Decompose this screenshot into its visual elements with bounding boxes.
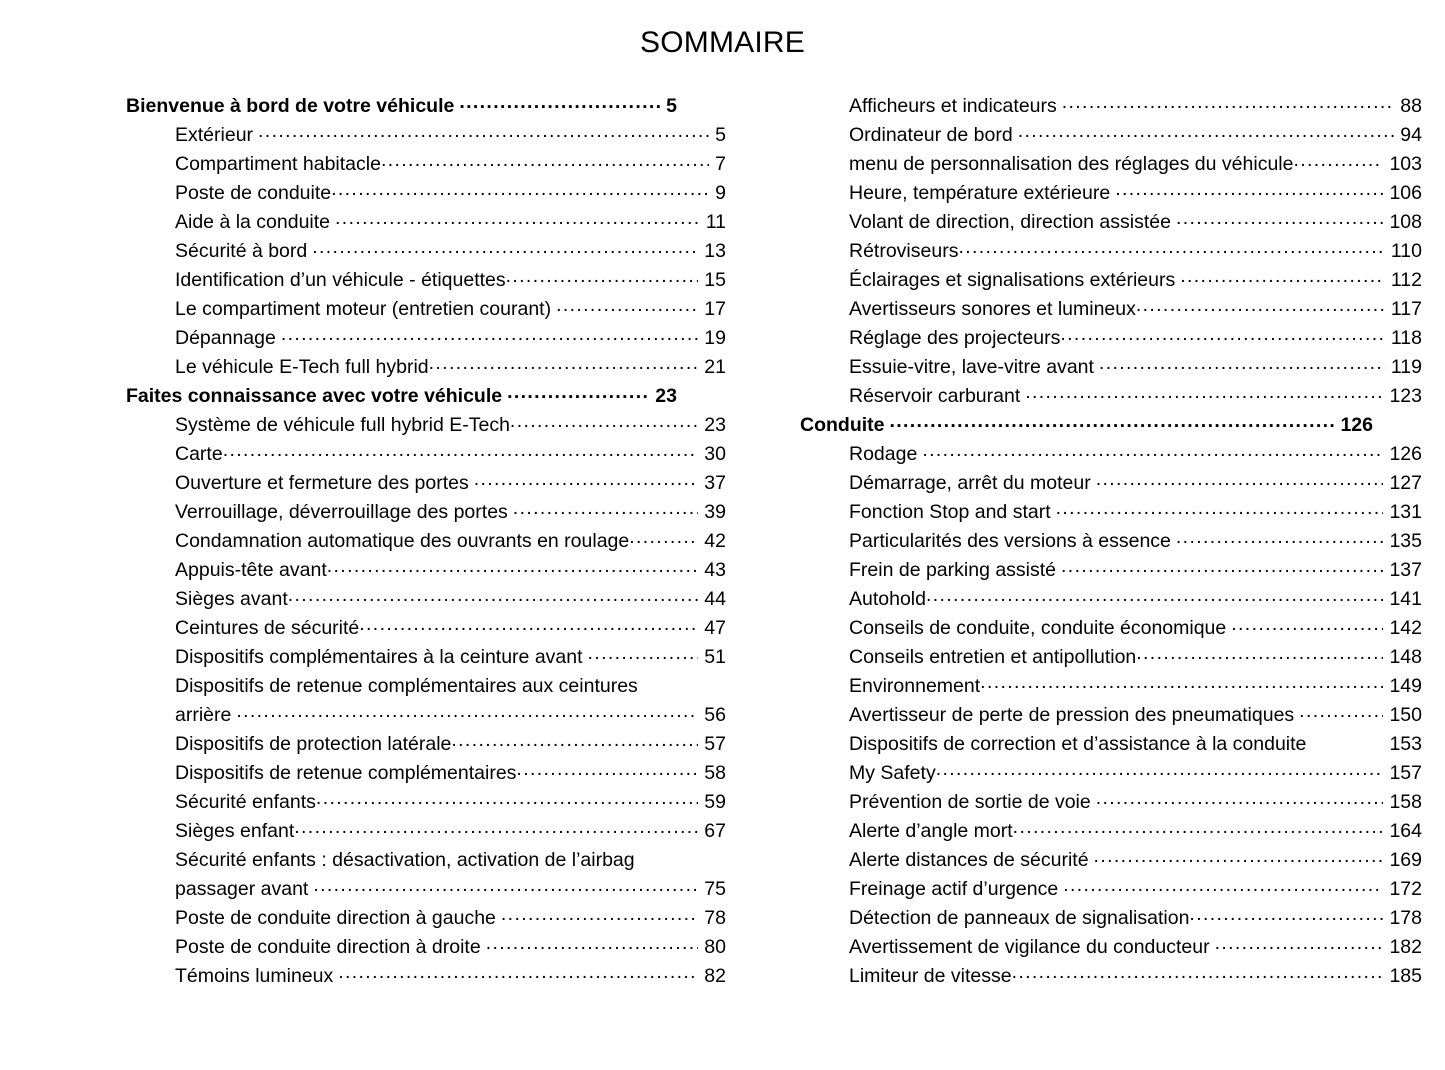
toc-page-number: 135 bbox=[1389, 530, 1422, 552]
toc-entry[interactable] bbox=[849, 643, 1422, 672]
toc-page-number: 169 bbox=[1389, 849, 1422, 871]
toc-page-number: 119 bbox=[1390, 356, 1422, 378]
toc-section-heading[interactable] bbox=[126, 92, 677, 121]
toc-entry[interactable] bbox=[849, 498, 1422, 527]
toc-entry-label: Compartiment habitacle bbox=[175, 153, 381, 175]
toc-entry-label: Sécurité à bord bbox=[175, 240, 308, 262]
toc-entry-label: Avertisseur de perte de pression des pneumatiques bbox=[849, 704, 1295, 726]
toc-entry[interactable] bbox=[849, 295, 1422, 324]
toc-page-number: 5 bbox=[715, 124, 726, 146]
toc-page-number: 182 bbox=[1389, 936, 1422, 958]
toc-page-number: 37 bbox=[704, 472, 726, 494]
toc-entry-label: Frein de parking assisté bbox=[849, 559, 1057, 581]
dot-leader bbox=[1094, 847, 1384, 867]
toc-page-number: 80 bbox=[704, 936, 726, 958]
toc-page-number: 137 bbox=[1389, 559, 1422, 581]
toc-page-number: 94 bbox=[1400, 124, 1422, 146]
dot-leader bbox=[294, 818, 698, 838]
toc-page-number: 75 bbox=[704, 878, 726, 900]
toc-page-number: 39 bbox=[704, 501, 726, 523]
dot-leader bbox=[1189, 905, 1383, 925]
toc-entry[interactable] bbox=[175, 759, 726, 788]
dot-leader bbox=[327, 557, 699, 577]
toc-entry-label: Avertisseurs sonores et lumineux bbox=[849, 298, 1136, 320]
toc-page-number: 157 bbox=[1389, 762, 1422, 784]
toc-page-number: 112 bbox=[1390, 269, 1422, 291]
toc-entry[interactable] bbox=[175, 904, 726, 933]
toc-page-number: 44 bbox=[704, 588, 726, 610]
toc-entry[interactable] bbox=[175, 150, 726, 179]
dot-leader bbox=[381, 151, 709, 171]
page-title: SOMMAIRE bbox=[640, 26, 805, 59]
toc-entry[interactable] bbox=[175, 643, 726, 672]
dot-leader bbox=[258, 122, 709, 142]
dot-leader bbox=[474, 470, 699, 490]
toc-entry-label: Réglage des projecteurs bbox=[849, 327, 1061, 349]
dot-leader bbox=[459, 93, 660, 113]
toc-entry-label: Bienvenue à bord de votre véhicule bbox=[126, 95, 455, 117]
toc-entry-label-line1: Sécurité enfants : désactivation, activation de l’airbag bbox=[175, 849, 635, 871]
toc-entry[interactable] bbox=[175, 324, 726, 353]
dot-leader bbox=[1176, 209, 1384, 229]
toc-entry[interactable] bbox=[175, 353, 726, 382]
toc-entry-label: Réservoir carburant bbox=[849, 385, 1021, 407]
toc-entry[interactable] bbox=[175, 179, 726, 208]
dot-leader bbox=[429, 354, 699, 374]
dot-leader bbox=[1176, 528, 1384, 548]
toc-entry[interactable] bbox=[175, 817, 726, 846]
toc-entry[interactable] bbox=[849, 788, 1422, 817]
toc-entry-label: Prévention de sortie de voie bbox=[849, 791, 1091, 813]
toc-entry-label: Rétroviseurs bbox=[849, 240, 959, 262]
toc-entry-label-line2: passager avant bbox=[175, 878, 309, 900]
dot-leader bbox=[223, 441, 699, 461]
toc-section-heading[interactable] bbox=[126, 382, 677, 411]
toc-entry[interactable] bbox=[849, 701, 1422, 730]
toc-page-number: 108 bbox=[1389, 211, 1422, 233]
toc-page-number: 30 bbox=[704, 443, 726, 465]
toc-page-number: 15 bbox=[704, 269, 726, 291]
toc-page-number: 106 bbox=[1389, 182, 1422, 204]
toc-entry-label: Le compartiment moteur (entretien courant) bbox=[175, 298, 552, 320]
dot-leader bbox=[1056, 499, 1384, 519]
toc-entry-label: Alerte d’angle mort bbox=[849, 820, 1013, 842]
toc-entry[interactable] bbox=[849, 759, 1422, 788]
dot-leader bbox=[936, 760, 1384, 780]
toc-entry-label: Identification d’un véhicule - étiquettes bbox=[175, 269, 506, 291]
toc-entry[interactable] bbox=[175, 527, 726, 556]
dot-leader bbox=[1063, 876, 1383, 896]
toc-entry[interactable] bbox=[849, 353, 1422, 382]
toc-page-number: 9 bbox=[715, 182, 726, 204]
toc-page-number: 153 bbox=[1389, 733, 1422, 755]
dot-leader bbox=[1062, 93, 1395, 113]
dot-leader bbox=[1136, 644, 1383, 664]
toc-entry-label: Éclairages et signalisations extérieurs bbox=[849, 269, 1176, 291]
toc-entry-label: Ouverture et fermeture des portes bbox=[175, 472, 469, 494]
dot-leader bbox=[926, 586, 1383, 606]
dot-leader bbox=[513, 499, 699, 519]
dot-leader bbox=[1311, 731, 1383, 751]
toc-column-right bbox=[722, 92, 1445, 991]
toc-section-heading[interactable] bbox=[800, 411, 1373, 440]
toc-entry[interactable] bbox=[849, 527, 1422, 556]
toc-entry-label: Environnement bbox=[849, 675, 981, 697]
dot-leader bbox=[316, 789, 698, 809]
dot-leader bbox=[313, 876, 698, 896]
toc-entry[interactable] bbox=[849, 846, 1422, 875]
dot-leader bbox=[312, 238, 698, 258]
toc-page-number: 158 bbox=[1389, 791, 1422, 813]
toc-page-number: 131 bbox=[1389, 501, 1422, 523]
toc-page-number: 7 bbox=[715, 153, 726, 175]
toc-entry-label: Limiteur de vitesse bbox=[849, 965, 1012, 987]
toc-page-number: 123 bbox=[1389, 385, 1422, 407]
toc-entry-label: Extérieur bbox=[175, 124, 254, 146]
toc-entry[interactable] bbox=[175, 962, 726, 991]
toc-page-number: 149 bbox=[1389, 675, 1422, 697]
toc-entry[interactable] bbox=[849, 585, 1422, 614]
toc-entry[interactable] bbox=[175, 440, 726, 469]
toc-entry[interactable] bbox=[849, 179, 1422, 208]
toc-entry-label: Appuis-tête avant bbox=[175, 559, 327, 581]
dot-leader bbox=[281, 325, 698, 345]
dot-leader bbox=[1299, 702, 1383, 722]
toc-entry-label: My Safety bbox=[849, 762, 936, 784]
toc-page-number: 13 bbox=[704, 240, 726, 262]
dot-leader bbox=[1061, 557, 1383, 577]
toc-entry-label: Fonction Stop and start bbox=[849, 501, 1051, 523]
dot-leader bbox=[506, 267, 699, 287]
toc-page-number: 148 bbox=[1389, 646, 1422, 668]
toc-entry[interactable] bbox=[849, 237, 1422, 266]
toc-page-number: 126 bbox=[1389, 443, 1422, 465]
toc-entry-label: Sièges enfant bbox=[175, 820, 295, 842]
toc-entry-label: Poste de conduite bbox=[175, 182, 332, 204]
dot-leader bbox=[1012, 963, 1384, 983]
toc-page-number: 172 bbox=[1389, 878, 1422, 900]
toc-entry[interactable] bbox=[849, 817, 1422, 846]
dot-leader bbox=[922, 441, 1383, 461]
toc-entry-label: Ordinateur de bord bbox=[849, 124, 1013, 146]
dot-leader bbox=[629, 528, 698, 548]
toc-entry[interactable] bbox=[175, 266, 726, 295]
toc-entry-label: Rodage bbox=[849, 443, 918, 465]
dot-leader bbox=[507, 383, 649, 403]
toc-entry[interactable] bbox=[849, 614, 1422, 643]
table-of-contents bbox=[0, 92, 1445, 991]
dot-leader bbox=[288, 586, 699, 606]
toc-page-number: 82 bbox=[704, 965, 726, 987]
toc-entry-label: Avertissement de vigilance du conducteur bbox=[849, 936, 1210, 958]
toc-page-number: 56 bbox=[704, 704, 726, 726]
toc-entry-label: Dépannage bbox=[175, 327, 276, 349]
toc-entry[interactable] bbox=[175, 469, 726, 498]
toc-entry[interactable] bbox=[175, 933, 726, 962]
toc-entry[interactable] bbox=[849, 92, 1422, 121]
dot-leader bbox=[236, 702, 698, 722]
toc-entry-label: Dispositifs de protection latérale bbox=[175, 733, 452, 755]
toc-page-number: 185 bbox=[1389, 965, 1422, 987]
dot-leader bbox=[451, 731, 698, 751]
toc-page-number: 23 bbox=[704, 414, 726, 436]
dot-leader bbox=[1096, 470, 1384, 490]
toc-page-number: 117 bbox=[1390, 298, 1422, 320]
toc-entry[interactable] bbox=[175, 237, 726, 266]
toc-page-number: 127 bbox=[1389, 472, 1422, 494]
toc-entry-label: Dispositifs complémentaires à la ceinture avant bbox=[175, 646, 583, 668]
dot-leader bbox=[335, 209, 700, 229]
dot-leader bbox=[510, 412, 698, 432]
dot-leader bbox=[588, 644, 699, 664]
dot-leader bbox=[556, 296, 698, 316]
toc-entry-label: Témoins lumineux bbox=[175, 965, 334, 987]
toc-column-left bbox=[0, 92, 726, 991]
toc-page-number: 11 bbox=[705, 211, 726, 233]
toc-entry[interactable] bbox=[175, 614, 726, 643]
toc-entry[interactable] bbox=[175, 208, 726, 237]
toc-entry-label: Poste de conduite direction à gauche bbox=[175, 907, 496, 929]
dot-leader bbox=[1180, 267, 1385, 287]
toc-entry-label: Freinage actif d’urgence bbox=[849, 878, 1059, 900]
toc-page-number: 23 bbox=[655, 385, 677, 407]
toc-entry[interactable] bbox=[175, 556, 726, 585]
toc-page-number: 19 bbox=[704, 327, 726, 349]
toc-entry-label: Poste de conduite direction à droite bbox=[175, 936, 481, 958]
dot-leader bbox=[1215, 934, 1384, 954]
toc-page-number: 150 bbox=[1389, 704, 1422, 726]
dot-leader bbox=[359, 615, 698, 635]
toc-entry-label: Ceintures de sécurité bbox=[175, 617, 360, 639]
dot-leader bbox=[1018, 122, 1395, 142]
toc-entry-label: Heure, température extérieure bbox=[849, 182, 1111, 204]
dot-leader bbox=[1025, 383, 1383, 403]
toc-page-number: 178 bbox=[1389, 907, 1422, 929]
toc-page-number: 78 bbox=[704, 907, 726, 929]
toc-entry[interactable] bbox=[849, 208, 1422, 237]
toc-entry[interactable] bbox=[175, 846, 726, 904]
toc-entry-label: Condamnation automatique des ouvrants en roulage bbox=[175, 530, 630, 552]
toc-page-number: 47 bbox=[704, 617, 726, 639]
toc-entry[interactable] bbox=[849, 875, 1422, 904]
toc-page-number: 118 bbox=[1390, 327, 1422, 349]
toc-entry-label: Sièges avant bbox=[175, 588, 288, 610]
toc-page-number: 88 bbox=[1400, 95, 1422, 117]
toc-page-number: 110 bbox=[1390, 240, 1422, 262]
dot-leader bbox=[516, 760, 698, 780]
toc-entry[interactable] bbox=[175, 295, 726, 324]
dot-leader bbox=[338, 963, 698, 983]
toc-entry[interactable] bbox=[849, 556, 1422, 585]
toc-entry-label: Carte bbox=[175, 443, 223, 465]
toc-page-number: 142 bbox=[1389, 617, 1422, 639]
dot-leader bbox=[1013, 818, 1384, 838]
dot-leader bbox=[1231, 615, 1383, 635]
toc-entry-label: Alerte distances de sécurité bbox=[849, 849, 1089, 871]
toc-entry-label: Faites connaissance avec votre véhicule bbox=[126, 385, 503, 407]
toc-entry-label: Aide à la conduite bbox=[175, 211, 331, 233]
toc-entry-label: Dispositifs de retenue complémentaires bbox=[175, 762, 517, 784]
toc-entry-label: Détection de panneaux de signalisation bbox=[849, 907, 1190, 929]
toc-entry-label: Afficheurs et indicateurs bbox=[849, 95, 1057, 117]
dot-leader bbox=[889, 412, 1334, 432]
toc-entry[interactable] bbox=[849, 150, 1422, 179]
toc-page-number: 164 bbox=[1389, 820, 1422, 842]
toc-page-number: 43 bbox=[704, 559, 726, 581]
dot-leader bbox=[1115, 180, 1383, 200]
dot-leader bbox=[980, 673, 1383, 693]
toc-entry-label-line2: arrière bbox=[175, 704, 232, 726]
toc-entry[interactable] bbox=[175, 672, 726, 730]
toc-entry-label: Verrouillage, déverrouillage des portes bbox=[175, 501, 508, 523]
toc-entry[interactable] bbox=[849, 904, 1422, 933]
toc-entry[interactable] bbox=[849, 266, 1422, 295]
dot-leader bbox=[1293, 151, 1383, 171]
toc-entry[interactable] bbox=[175, 585, 726, 614]
toc-entry[interactable] bbox=[849, 672, 1422, 701]
toc-entry-label: Conseils de conduite, conduite économique bbox=[849, 617, 1227, 639]
toc-entry-label: Autohold bbox=[849, 588, 926, 610]
toc-entry-label: Démarrage, arrêt du moteur bbox=[849, 472, 1091, 494]
toc-entry[interactable] bbox=[849, 730, 1422, 759]
toc-entry-label: Essuie-vitre, lave-vitre avant bbox=[849, 356, 1094, 378]
toc-entry[interactable] bbox=[849, 121, 1422, 150]
toc-entry-label: Dispositifs de correction et d’assistance à la conduite bbox=[849, 733, 1307, 755]
toc-page-number: 51 bbox=[704, 646, 726, 668]
toc-entry-label: Sécurité enfants bbox=[175, 791, 316, 813]
toc-page-number: 126 bbox=[1340, 414, 1373, 436]
dot-leader bbox=[1136, 296, 1385, 316]
toc-page-number: 42 bbox=[704, 530, 726, 552]
toc-page-number: 58 bbox=[704, 762, 726, 784]
toc-entry-label: Conduite bbox=[800, 414, 885, 436]
toc-entry-label: Volant de direction, direction assistée bbox=[849, 211, 1171, 233]
toc-page-number: 103 bbox=[1389, 153, 1422, 175]
dot-leader bbox=[1099, 354, 1385, 374]
toc-entry[interactable] bbox=[175, 498, 726, 527]
dot-leader bbox=[501, 905, 698, 925]
toc-entry[interactable] bbox=[175, 788, 726, 817]
dot-leader bbox=[486, 934, 699, 954]
toc-page-number: 57 bbox=[704, 733, 726, 755]
toc-entry[interactable] bbox=[849, 324, 1422, 353]
toc-entry-label: Le véhicule E-Tech full hybrid bbox=[175, 356, 429, 378]
dot-leader bbox=[958, 238, 1384, 258]
toc-entry-label: menu de personnalisation des réglages du véhicule bbox=[849, 153, 1294, 175]
toc-entry[interactable] bbox=[175, 730, 726, 759]
toc-entry-label: Système de véhicule full hybrid E-Tech bbox=[175, 414, 510, 436]
toc-entry[interactable] bbox=[175, 411, 726, 440]
dot-leader bbox=[331, 180, 709, 200]
toc-entry[interactable] bbox=[849, 933, 1422, 962]
toc-page-number: 141 bbox=[1389, 588, 1422, 610]
toc-page-number: 17 bbox=[704, 298, 726, 320]
toc-entry[interactable] bbox=[175, 121, 726, 150]
toc-entry-label: Particularités des versions à essence bbox=[849, 530, 1171, 552]
toc-entry-label-line1: Dispositifs de retenue complémentaires aux ceintures bbox=[175, 675, 638, 697]
toc-entry[interactable] bbox=[849, 382, 1422, 411]
toc-entry[interactable] bbox=[849, 440, 1422, 469]
toc-entry-label: Conseils entretien et antipollution bbox=[849, 646, 1137, 668]
toc-entry[interactable] bbox=[849, 469, 1422, 498]
dot-leader bbox=[1060, 325, 1385, 345]
dot-leader bbox=[1096, 789, 1384, 809]
toc-page-number: 5 bbox=[666, 95, 677, 117]
toc-entry[interactable] bbox=[849, 962, 1422, 991]
toc-page-number: 59 bbox=[704, 791, 726, 813]
toc-page-number: 67 bbox=[704, 820, 726, 842]
toc-page-number: 21 bbox=[704, 356, 726, 378]
